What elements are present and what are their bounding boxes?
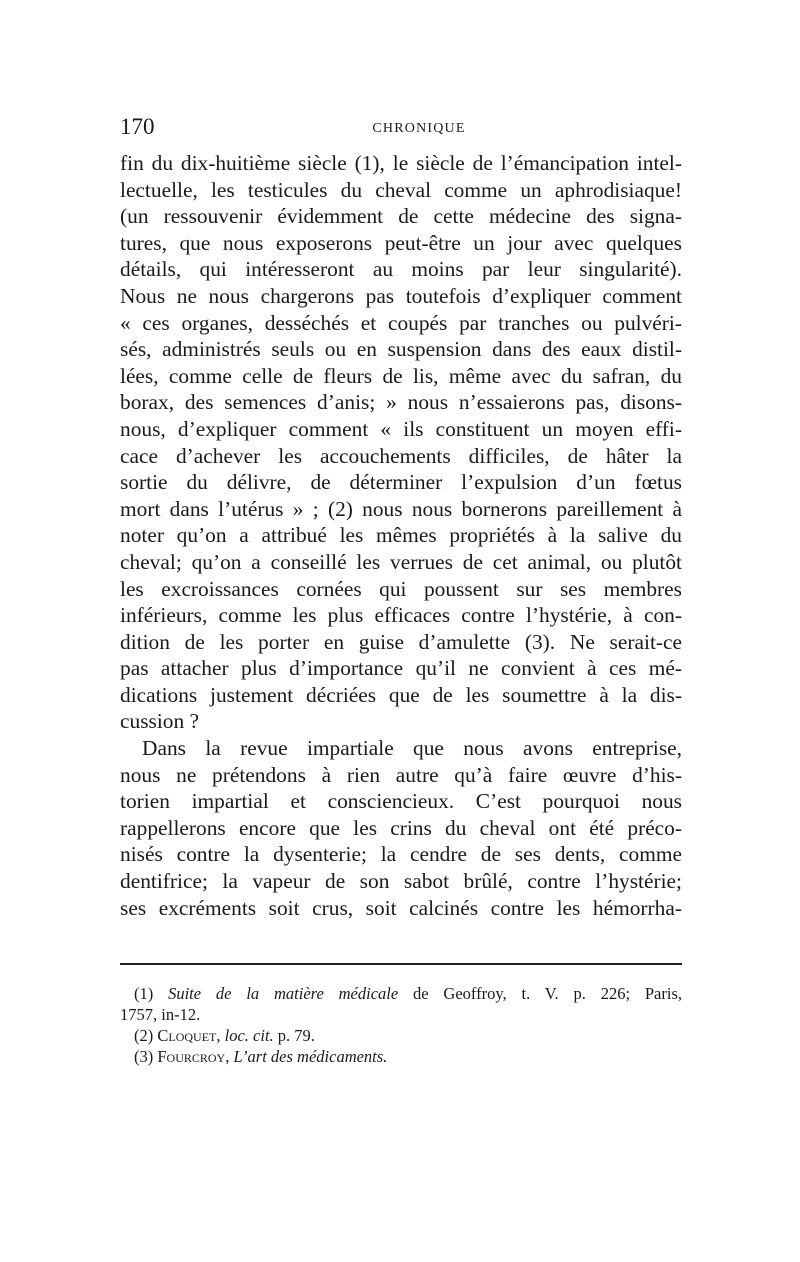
text-line: noter qu’on a attribué les mêmes propriétés à la salive du — [120, 523, 682, 548]
text-line: inférieurs, comme les plus efficaces contre l’hystérie, à con- — [120, 603, 682, 628]
body-text — [120, 150, 682, 921]
text-line: dition de les porter en guise d’amulette (3). Ne serait-ce — [120, 629, 682, 654]
footnote-number: (2) — [134, 1026, 154, 1045]
text-line: lées, comme celle de fleurs de lis, même avec du safran, du — [120, 363, 682, 388]
text-line: cheval; qu’on a conseillé les verrues de cet animal, ou plutôt — [120, 549, 682, 574]
text-line: ses excréments soit crus, soit calcinés contre les hémorrha- — [120, 895, 682, 920]
text-line: cussion ? — [120, 709, 200, 734]
footnote-separator: , — [225, 1047, 234, 1066]
page-header — [120, 112, 682, 146]
text-line: borax, des semences d’anis; » nous n’essaierons pas, disons- — [120, 390, 682, 415]
text-line: nous ne prétendons à rien autre qu’à faire œuvre d’his- — [120, 762, 682, 787]
text-line: Nous ne nous chargerons pas toutefois d’expliquer comment — [120, 283, 682, 308]
footnote-number: (3) — [134, 1047, 154, 1066]
text-line: « ces organes, desséchés et coupés par tranches ou pulvéri- — [120, 310, 682, 335]
text-line: détails, qui intéresseront au moins par leur singularité). — [120, 257, 682, 282]
text-line: pas attacher plus d’importance qu’il ne convient à ces mé- — [120, 656, 682, 681]
text-line: fin du dix-huitième siècle (1), le siècle de l’émancipation intel- — [120, 151, 682, 175]
text-line: dications justement décriées que de les soumettre à la dis- — [120, 682, 682, 707]
footnote-1-continuation: 1757, in-12. — [120, 1005, 201, 1024]
text-line: torien impartial et consciencieux. C’est pourquoi nous — [120, 789, 682, 814]
text-line: tures, que nous exposerons peut-être un jour avec quelques — [120, 230, 682, 255]
text-line: les excroissances cornées qui poussent sur ses membres — [120, 576, 682, 601]
footnote-separator: , — [216, 1026, 225, 1045]
text-line: nous, d’expliquer comment « ils constituent un moyen effi- — [120, 416, 682, 441]
page-number: 170 — [120, 114, 155, 139]
footnote-divider — [120, 963, 682, 965]
running-title: CHRONIQUE — [372, 121, 466, 136]
text-line: dentifrice; la vapeur de son sabot brûlé, contre l’hystérie; — [120, 869, 682, 894]
footnote-text: de Geoffroy, t. V. p. 226; Paris, — [398, 984, 683, 1003]
footnote-title: Suite de la matière médicale — [168, 984, 399, 1003]
text-line: (un ressouvenir évidemment de cette médecine des signa- — [120, 204, 682, 229]
footnote-title: L’art des médicaments. — [233, 1047, 388, 1066]
footnote-text: p. 79. — [273, 1026, 315, 1045]
text-line: cace d’achever les accouchements difficiles, de hâter la — [120, 443, 682, 468]
text-line: lectuelle, les testicules du cheval comme un aphrodisiaque! — [120, 177, 682, 202]
text-line: mort dans l’utérus » ; (2) nous nous bornerons pareillement à — [120, 496, 682, 521]
footnote-number: (1) — [134, 984, 154, 1003]
footnote-2 — [120, 1025, 682, 1046]
text-line: nisés contre la dysenterie; la cendre de ses dents, comme — [120, 842, 682, 867]
text-line: Dans la revue impartiale que nous avons entreprise, — [142, 736, 682, 761]
footnote-ref: loc. cit. — [224, 1026, 274, 1045]
footnote-1 — [120, 983, 682, 1004]
footnote-3 — [120, 1046, 682, 1067]
text-line: sés, administrés seuls ou en suspension dans des eaux distil- — [120, 337, 682, 362]
footnotes — [120, 983, 682, 1067]
footnote-author: Cloquet — [157, 1026, 217, 1045]
footnote-author: Fourcroy — [157, 1047, 226, 1066]
text-line: rappellerons encore que les crins du cheval ont été préco- — [120, 815, 682, 840]
text-line: sortie du délivre, de déterminer l’expulsion d’un fœtus — [120, 470, 682, 495]
